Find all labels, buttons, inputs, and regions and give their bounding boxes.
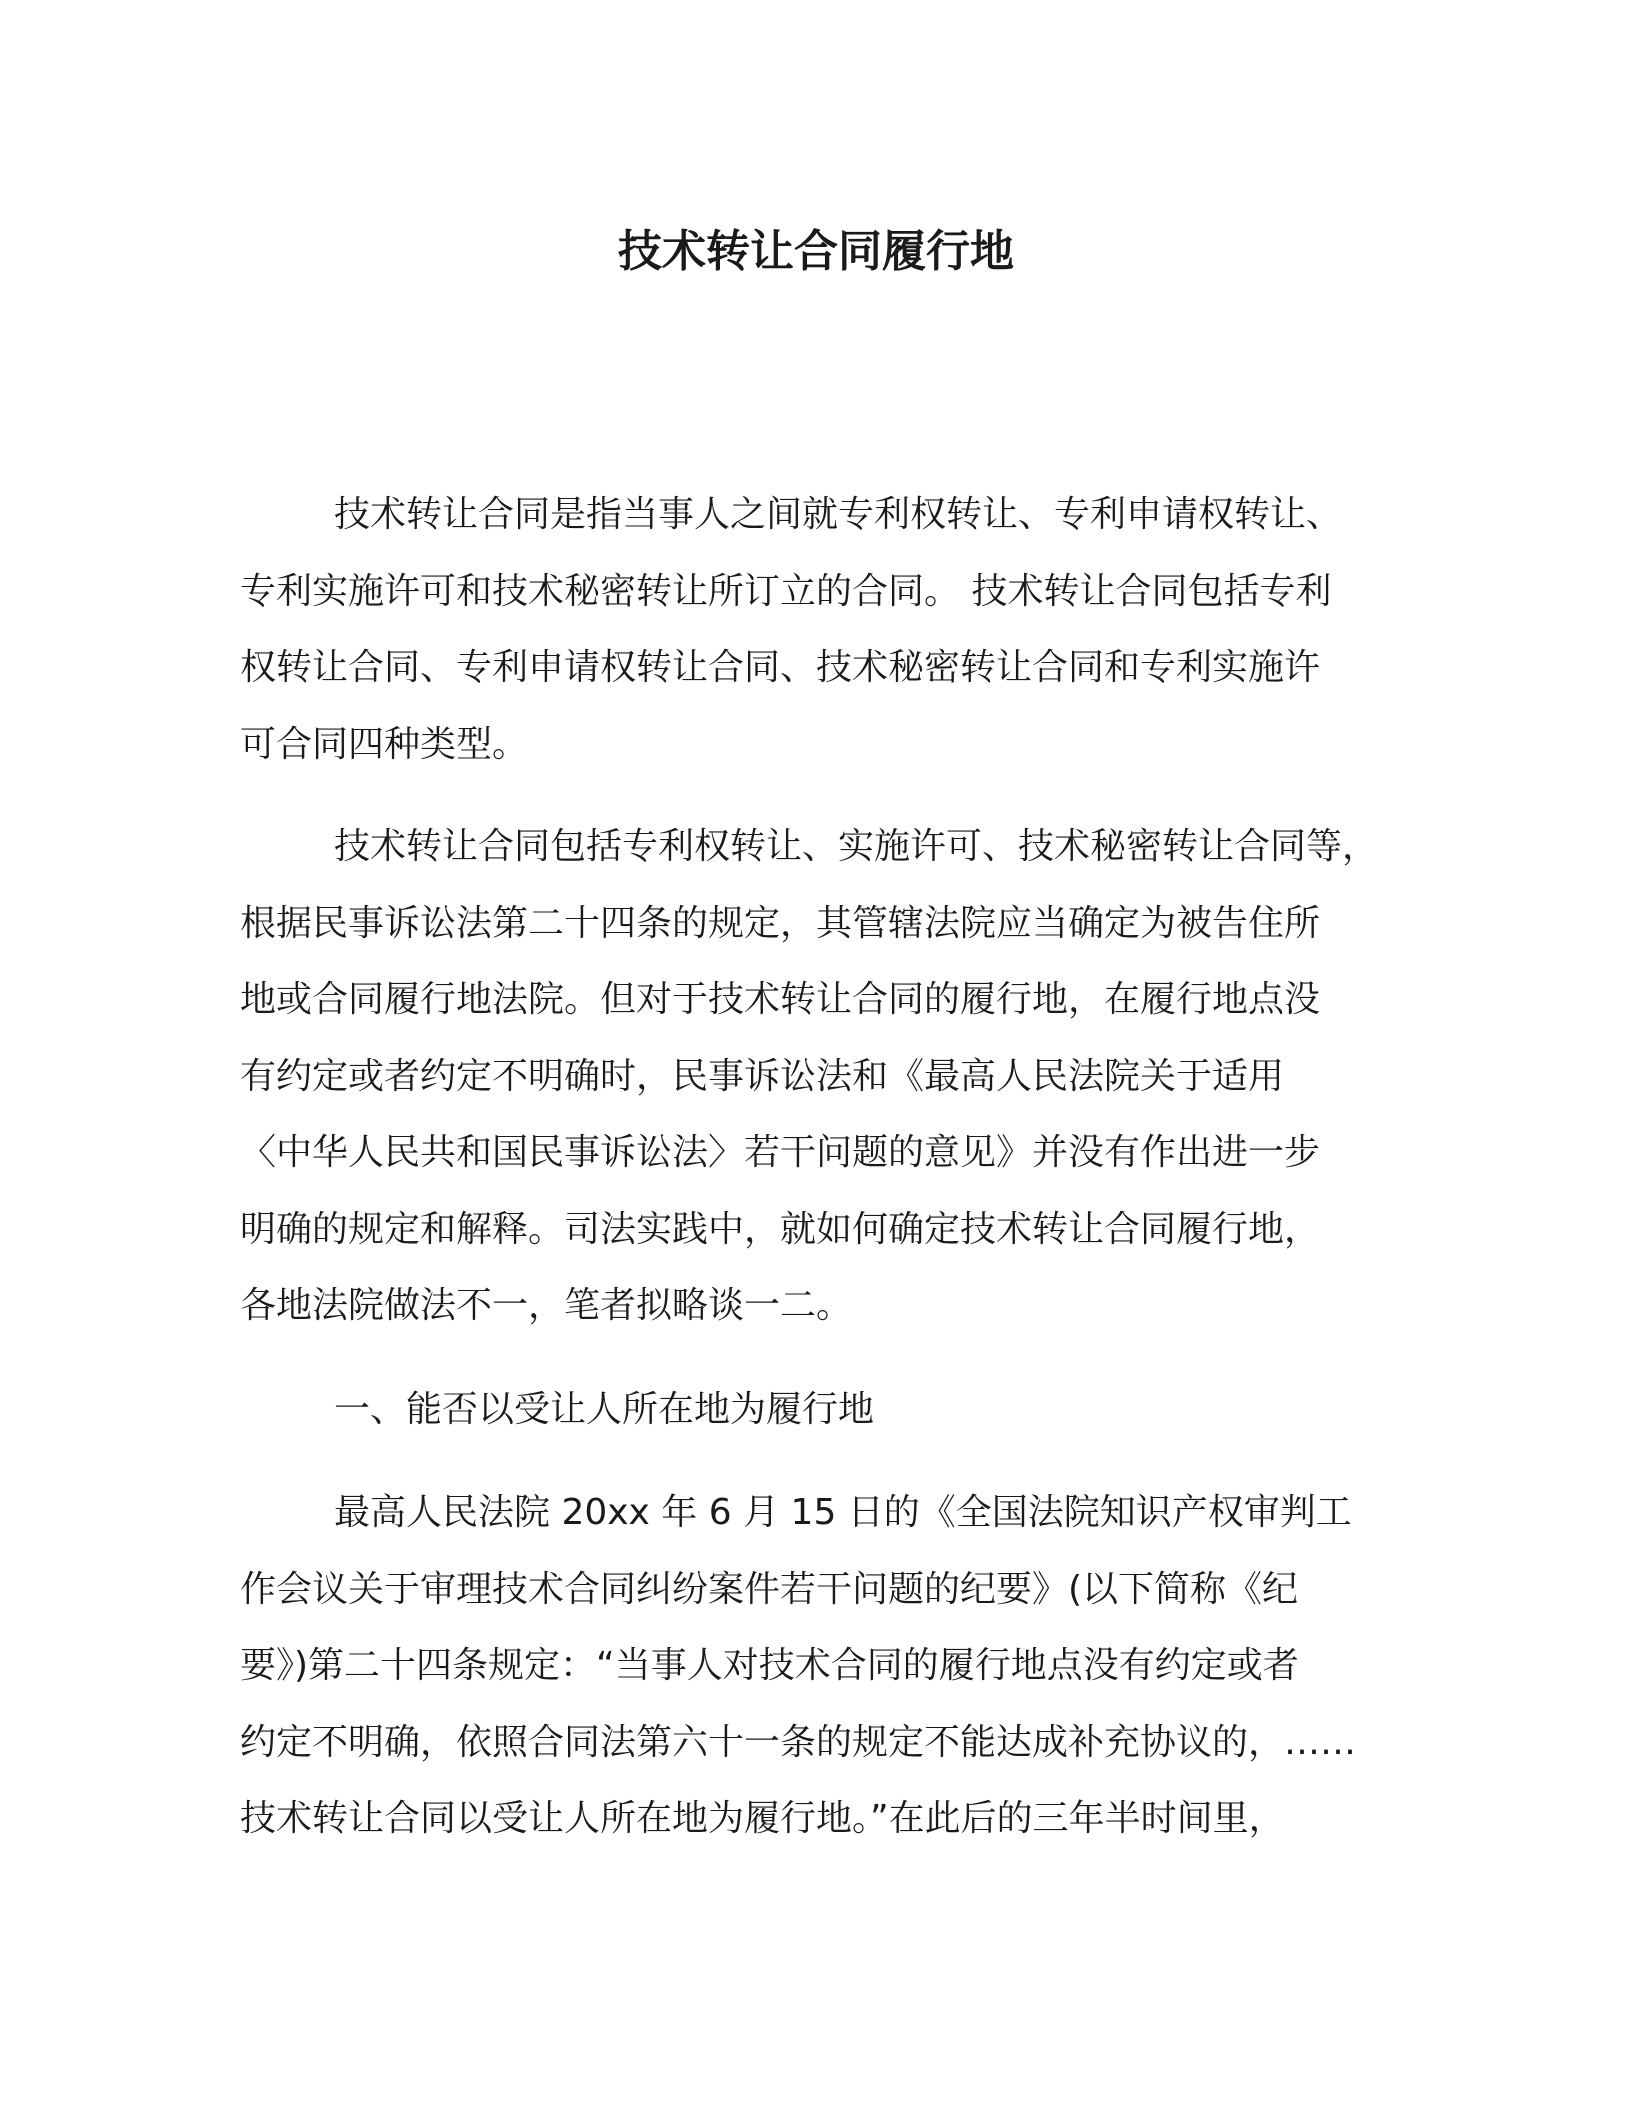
- body-line: 最高人民法院 20xx 年 6 月 15 日的《全国法院知识产权审判工: [334, 1492, 1352, 1533]
- body-line: 专利实施许可和技术秘密转让所订立的合同。 技术转让合同包括专利: [240, 571, 1332, 612]
- body-line: 技术转让合同包括专利权转让、实施许可、技术秘密转让合同等，: [334, 826, 1379, 867]
- body-line: 作会议关于审理技术合同纠纷案件若干问题的纪要》(以下简称《纪: [240, 1569, 1299, 1610]
- body-line: 地或合同履行地法院。但对于技术转让合同的履行地，在履行地点没: [240, 979, 1321, 1020]
- body-line: 技术转让合同是指当事人之间就专利权转让、专利申请权转让、: [334, 494, 1343, 535]
- document-title: 技术转让合同履行地: [618, 226, 1014, 277]
- body-line: 技术转让合同以受让人所在地为履行地。”在此后的三年半时间里，: [240, 1798, 1285, 1839]
- body-line: 权转让合同、专利申请权转让合同、技术秘密转让合同和专利实施许: [240, 647, 1321, 688]
- body-line: 约定不明确，依照合同法第六十一条的规定不能达成补充协议的，……: [240, 1722, 1357, 1763]
- body-line: 根据民事诉讼法第二十四条的规定，其管辖法院应当确定为被告住所: [240, 903, 1321, 944]
- body-line: 有约定或者约定不明确时，民事诉讼法和《最高人民法院关于适用: [240, 1056, 1285, 1097]
- body-line: 要》)第二十四条规定：“当事人对技术合同的履行地点没有约定或者: [240, 1645, 1299, 1686]
- body-line: 明确的规定和解释。司法实践中，就如何确定技术转让合同履行地，: [240, 1209, 1321, 1250]
- section-heading: 一、能否以受让人所在地为履行地: [334, 1389, 875, 1430]
- body-line: 可合同四种类型。: [240, 724, 529, 765]
- body-line: 〈中华人民共和国民事诉讼法〉若干问题的意见》并没有作出进一步: [240, 1132, 1321, 1173]
- body-line: 各地法院做法不一，笔者拟略谈一二。: [240, 1285, 853, 1326]
